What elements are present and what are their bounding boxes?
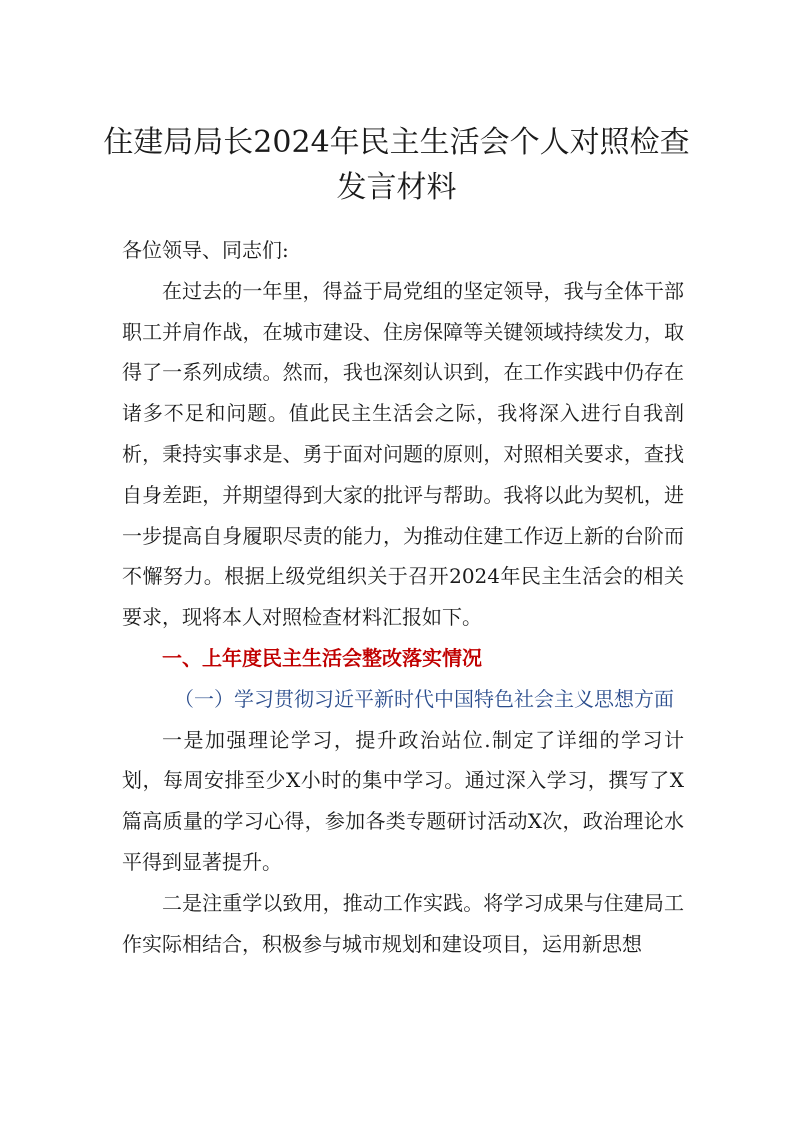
point-2-text: 注重学以致用，推动工作实践。将学习成果与住建局工作实际相结合，积极参与城市规划和建设项目，运用新思想 — [122, 890, 685, 956]
point-paragraph-2 — [122, 883, 684, 965]
salutation: 各位领导、同志们: — [122, 238, 289, 262]
document-body — [122, 230, 684, 964]
title-line-1: 住建局局长2024年民主生活会个人对照检查 — [103, 125, 690, 160]
point-paragraph-1 — [122, 720, 684, 883]
document-title — [100, 120, 693, 210]
point-1-lead: 一是 — [162, 727, 205, 752]
point-2-lead: 二是 — [162, 890, 203, 915]
subsection-heading-1: （一）学习贯彻习近平新时代中国特色社会主义思想方面 — [174, 686, 674, 711]
section-heading-1: 一、上年度民主生活会整改落实情况 — [162, 645, 482, 670]
title-line-2: 发言材料 — [336, 170, 457, 205]
intro-paragraph: 在过去的一年里，得益于局党组的坚定领导，我与全体干部职工并肩作战，在城市建设、住房保障等关键领域持续发力，取得了一系列成绩。然而，我也深刻认识到，在工作实践中仍存在诸多不足和问题。值此民主生活会之际，我将深入进行自我剖析，秉持实事求是、勇于面对问题的原则，对照相关要求，查找自身差距，并期望得到大家的批评与帮助。我将以此为契机，进一步提高自身履职尽责的能力，为推动住建工作迈上新的台阶而不懈努力。根据上级党组织关于召开2024年民主生活会的相关要求，现将本人对照检查材料汇报如下。 — [122, 278, 684, 630]
point-1-text: 加强理论学习，提升政治站位.制定了详细的学习计划，每周安排至少X小时的集中学习。通过深入学习，撰写了X篇高质量的学习心得，参加各类专题研讨活动X次，政治理论水平得到显著提升。 — [122, 727, 685, 874]
